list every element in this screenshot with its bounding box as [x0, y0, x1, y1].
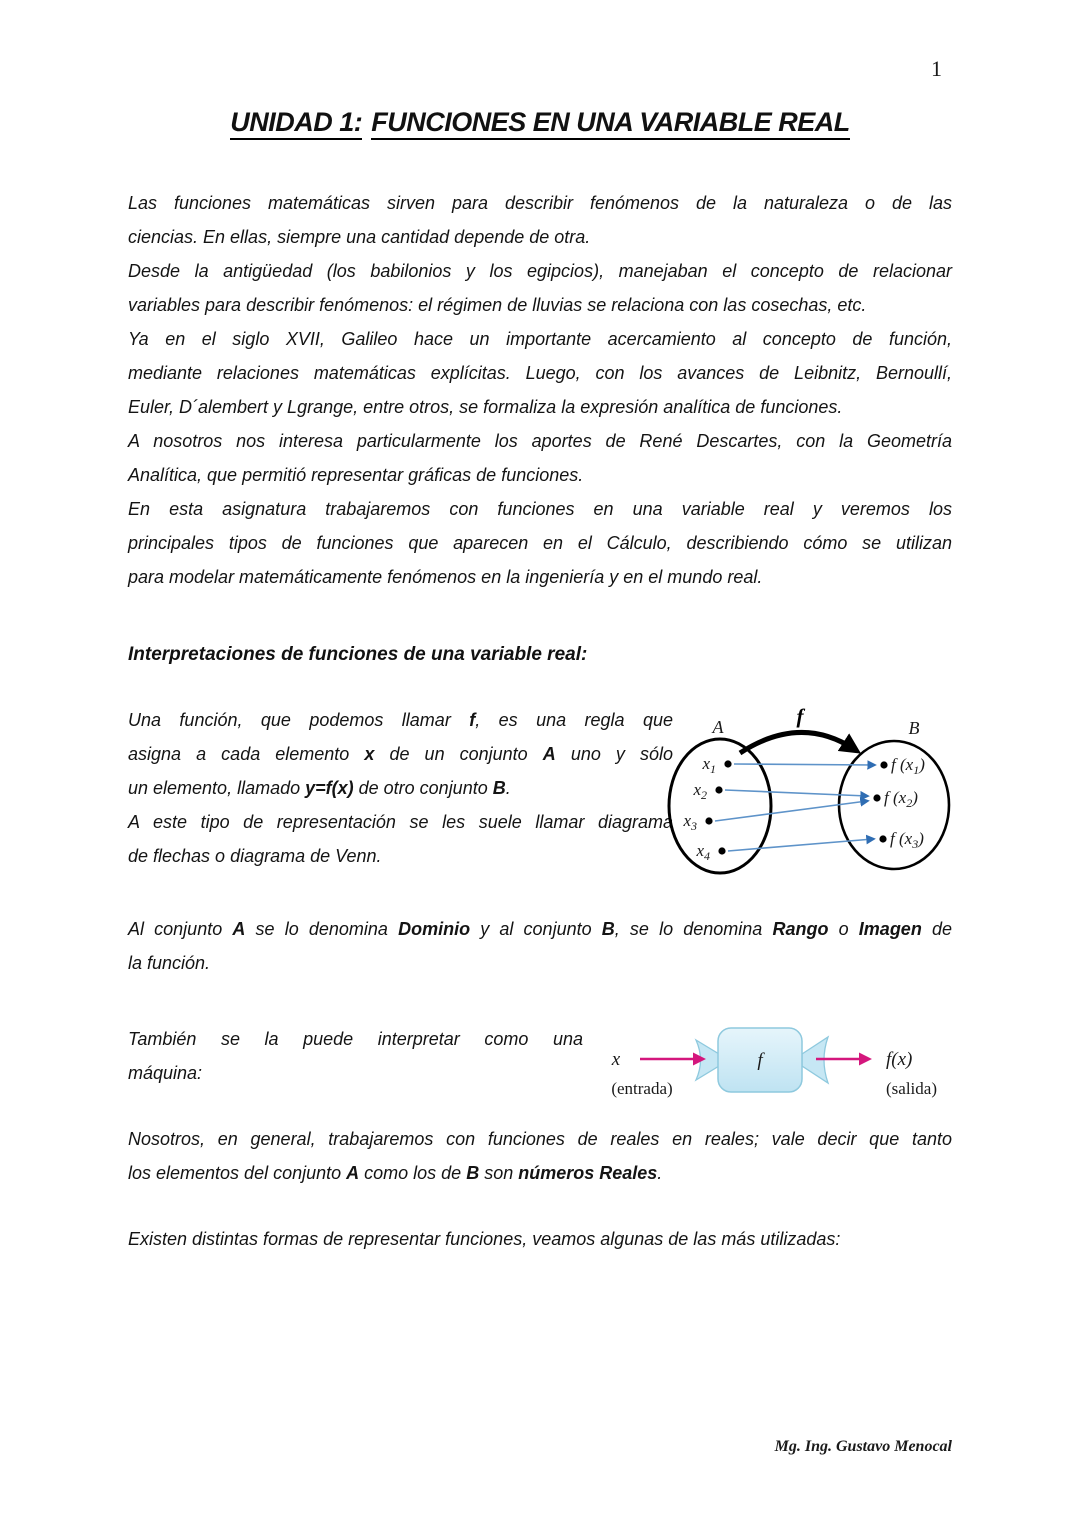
point-x1 — [724, 760, 731, 767]
nosotros-paragraph — [128, 1122, 952, 1190]
label-fx2: f $(x_2)$ — [884, 788, 918, 810]
point-fx3 — [879, 835, 886, 842]
text-line: de flechas o diagrama de Venn. — [128, 846, 382, 866]
point-x2 — [715, 786, 722, 793]
text-line: principales tipos de funciones que aparecen en el Cálculo, describiendo cómo se utilizan — [128, 533, 952, 553]
label-fx3: f $(x_3)$ — [890, 829, 924, 851]
machine-box-label: f — [757, 1050, 763, 1071]
machine-output-var: f(x) — [886, 1049, 913, 1070]
title-part-2: FUNCIONES EN UNA VARIABLE REAL — [371, 107, 850, 140]
arrow-x2-fx2 — [725, 790, 867, 796]
text-line: un elemento, llamado y=f(x) de otro conjunto B. — [128, 778, 511, 798]
point-x3 — [705, 817, 712, 824]
label-x2: $x_2$ — [693, 780, 707, 802]
text-line: Nosotros, en general, trabajaremos con funciones de reales en reales; vale decir que tanto — [128, 1129, 952, 1149]
text-line: asigna a cada elemento x de un conjunto A uno y sólo — [128, 744, 674, 764]
text-line: Euler, D´alembert y Lgrange, entre otros, se formaliza la expresión analítica de funciones. — [128, 397, 843, 417]
title-part-1: UNIDAD 1: — [230, 107, 362, 140]
text-line: Una función, que podemos llamar f, es una regla que — [128, 710, 673, 730]
arrow-x1-fx1 — [734, 764, 874, 765]
text-line: para modelar matemáticamente fenómenos en la ingeniería y en el mundo real. — [128, 567, 763, 587]
arrow-x3-fx2 — [715, 801, 867, 821]
page-title — [0, 104, 1080, 140]
set-b-label: B — [908, 718, 920, 738]
intro-paragraphs — [128, 186, 952, 594]
maquina-paragraph — [128, 1022, 583, 1090]
label-x3: $x_3$ — [683, 811, 697, 833]
machine-input-var: x — [611, 1049, 621, 1070]
point-fx2 — [873, 794, 880, 801]
text-line: Ya en el siglo XVII, Galileo hace un importante acercamiento al concepto de función, — [128, 329, 952, 349]
text-line: También se la puede interpretar como una — [128, 1029, 583, 1049]
section-heading: Interpretaciones de funciones de una variable real: — [128, 644, 588, 665]
text-line: la función. — [128, 953, 211, 973]
author-footer: Mg. Ing. Gustavo Menocal — [774, 1438, 952, 1455]
existen-paragraph — [128, 1222, 952, 1256]
set-a-label: A — [712, 717, 724, 737]
text-line: mediante relaciones matemáticas explícitas. Luego, con los avances de Leibnitz, Bernoullí, — [128, 363, 952, 383]
text-line: ciencias. En ellas, siempre una cantidad depende de otra. — [128, 227, 591, 247]
text-line: En esta asignatura trabajaremos con funciones en una variable real y veremos los — [128, 499, 952, 519]
text-line: A este tipo de representación se les suele llamar diagrama — [128, 812, 673, 832]
page-number: 1 — [931, 56, 942, 81]
text-line: Las funciones matemáticas sirven para describir fenómenos de la naturaleza o de las — [128, 193, 952, 213]
point-fx1 — [880, 761, 887, 768]
machine-input-label: (entrada) — [611, 1079, 673, 1098]
text-line: los elementos del conjunto A como los de B son números Reales. — [128, 1163, 663, 1183]
dominio-paragraph — [128, 912, 952, 980]
label-x1: $x_1$ — [702, 754, 716, 776]
function-arrow — [740, 732, 854, 753]
function-machine-diagram — [600, 1015, 980, 1115]
function-arrow-label: f — [796, 704, 804, 728]
label-x4: $x_4$ — [696, 841, 710, 863]
text-line: Al conjunto A se lo denomina Dominio y al conjunto B, se lo denomina Rango o Imagen de — [128, 919, 953, 939]
text-line: máquina: — [128, 1063, 203, 1083]
text-line: variables para describir fenómenos: el régimen de lluvias se relaciona con las cosechas, etc. — [128, 295, 867, 315]
point-x4 — [718, 847, 725, 854]
venn-diagram — [650, 700, 970, 895]
text-line: Analítica, que permitió representar gráficas de funciones. — [128, 465, 584, 485]
text-line: A nosotros nos interesa particularmente los aportes de René Descartes, con la Geometría — [128, 431, 952, 451]
label-fx1: f $(x_1)$ — [891, 755, 925, 777]
machine-output-label: (salida) — [886, 1079, 937, 1098]
text-line: Desde la antigüedad (los babilonios y los egipcios), manejaban el concepto de relacionar — [128, 261, 952, 281]
venn-description — [128, 703, 673, 873]
text-line: Existen distintas formas de representar funciones, veamos algunas de las más utilizadas: — [128, 1229, 841, 1249]
